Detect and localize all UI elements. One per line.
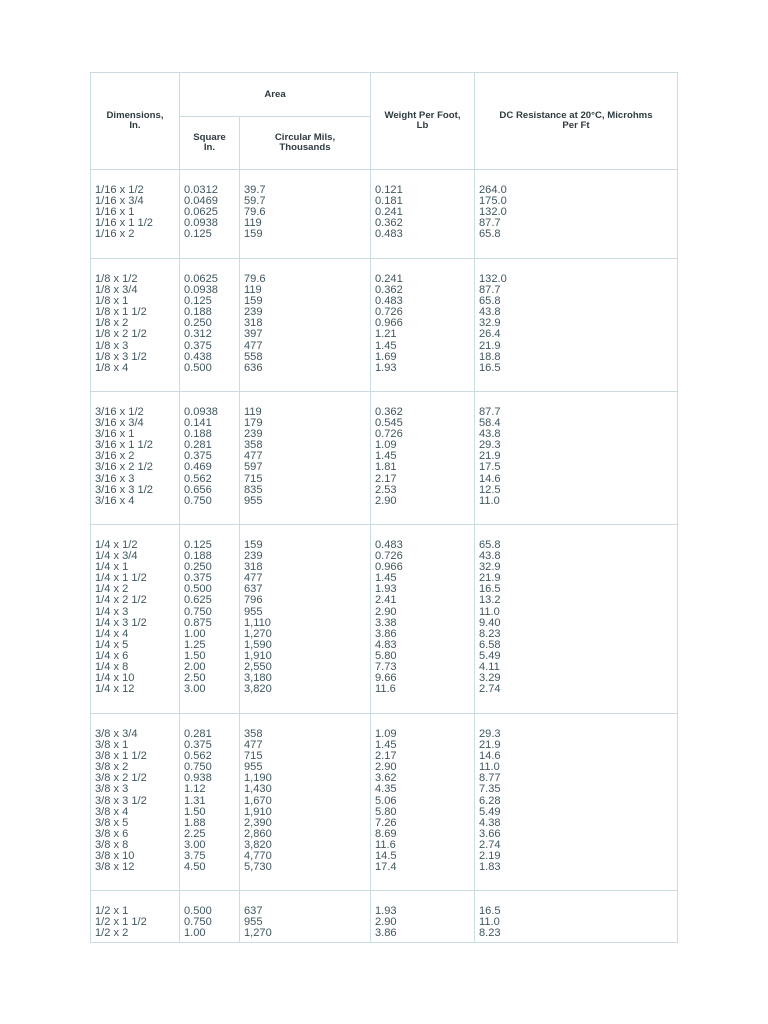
square-in-cell: 0.0312 0.0469 0.0625 0.0938 0.125 <box>180 170 240 259</box>
circular-mils-cell: 39.7 59.7 79.6 119 159 <box>240 170 371 259</box>
table-row <box>91 392 678 525</box>
dimensions-cell: 1/2 x 1 1/2 x 1 1/2 1/2 x 2 <box>91 891 180 943</box>
circular-mils-cell: 159 239 318 477 637 796 955 1,110 1,270 1,590 1,910 2,550 3,180 3,820 <box>240 525 371 714</box>
table-row <box>91 259 678 392</box>
weight-cell: 1.93 2.90 3.86 <box>371 891 475 943</box>
weight-cell: 0.241 0.362 0.483 0.726 0.966 1.21 1.45 1.69 1.93 <box>371 259 475 392</box>
dimensions-cell: 1/4 x 1/2 1/4 x 3/4 1/4 x 1 1/4 x 1 1/2 1/4 x 2 1/4 x 2 1/2 1/4 x 3 1/4 x 3 1/2 1/4 x 4 1/4 x 5 1/4 x 6 1/4 x 8 1/4 x 10 1/4 x 12 <box>91 525 180 714</box>
dimensions-cell: 3/8 x 3/4 3/8 x 1 3/8 x 1 1/2 3/8 x 2 3/8 x 2 1/2 3/8 x 3 3/8 x 3 1/2 3/8 x 4 3/8 x 5 3/8 x 6 3/8 x 8 3/8 x 10 3/8 x 12 <box>91 714 180 891</box>
square-in-cell: 0.125 0.188 0.250 0.375 0.500 0.625 0.750 0.875 1.00 1.25 1.50 2.00 2.50 3.00 <box>180 525 240 714</box>
circular-mils-cell: 637 955 1,270 <box>240 891 371 943</box>
resistance-cell: 29.3 21.9 14.6 11.0 8.77 7.35 6.28 5.49 4.38 3.66 2.74 2.19 1.83 <box>475 714 678 891</box>
header-dimensions: Dimensions, In. <box>91 73 180 170</box>
table-row <box>91 170 678 259</box>
header-resistance: DC Resistance at 20°C, Microhms Per Ft <box>475 73 678 170</box>
weight-cell: 1.09 1.45 2.17 2.90 3.62 4.35 5.06 5.80 7.26 8.69 11.6 14.5 17.4 <box>371 714 475 891</box>
weight-cell: 0.121 0.181 0.241 0.362 0.483 <box>371 170 475 259</box>
header-weight: Weight Per Foot, Lb <box>371 73 475 170</box>
resistance-cell: 16.5 11.0 8.23 <box>475 891 678 943</box>
header-circular-mils: Circular Mils, Thousands <box>240 117 371 170</box>
square-in-cell: 0.500 0.750 1.00 <box>180 891 240 943</box>
resistance-cell: 65.8 43.8 32.9 21.9 16.5 13.2 11.0 9.40 8.23 6.58 5.49 4.11 3.29 2.74 <box>475 525 678 714</box>
resistance-cell: 132.0 87.7 65.8 43.8 32.9 26.4 21.9 18.8 16.5 <box>475 259 678 392</box>
resistance-cell: 87.7 58.4 43.8 29.3 21.9 17.5 14.6 12.5 11.0 <box>475 392 678 525</box>
header-area: Area <box>180 73 371 117</box>
circular-mils-cell: 119 179 239 358 477 597 715 835 955 <box>240 392 371 525</box>
weight-cell: 0.362 0.545 0.726 1.09 1.45 1.81 2.17 2.53 2.90 <box>371 392 475 525</box>
header-square-in: Square In. <box>180 117 240 170</box>
table-row <box>91 891 678 943</box>
dimensions-cell: 3/16 x 1/2 3/16 x 3/4 3/16 x 1 3/16 x 1 1/2 3/16 x 2 3/16 x 2 1/2 3/16 x 3 3/16 x 3 1/2 3/16 x 4 <box>91 392 180 525</box>
square-in-cell: 0.281 0.375 0.562 0.750 0.938 1.12 1.31 1.50 1.88 2.25 3.00 3.75 4.50 <box>180 714 240 891</box>
dimensions-cell: 1/8 x 1/2 1/8 x 3/4 1/8 x 1 1/8 x 1 1/2 1/8 x 2 1/8 x 2 1/2 1/8 x 3 1/8 x 3 1/2 1/8 x 4 <box>91 259 180 392</box>
table-row <box>91 525 678 714</box>
circular-mils-cell: 358 477 715 955 1,190 1,430 1,670 1,910 2,390 2,860 3,820 4,770 5,730 <box>240 714 371 891</box>
resistance-cell: 264.0 175.0 132.0 87.7 65.8 <box>475 170 678 259</box>
dimensions-cell: 1/16 x 1/2 1/16 x 3/4 1/16 x 1 1/16 x 1 1/2 1/16 x 2 <box>91 170 180 259</box>
circular-mils-cell: 79.6 119 159 239 318 397 477 558 636 <box>240 259 371 392</box>
square-in-cell: 0.0938 0.141 0.188 0.281 0.375 0.469 0.562 0.656 0.750 <box>180 392 240 525</box>
weight-cell: 0.483 0.726 0.966 1.45 1.93 2.41 2.90 3.38 3.86 4.83 5.80 7.73 9.66 11.6 <box>371 525 475 714</box>
table-row <box>91 714 678 891</box>
square-in-cell: 0.0625 0.0938 0.125 0.188 0.250 0.312 0.375 0.438 0.500 <box>180 259 240 392</box>
bus-bar-table <box>90 72 678 943</box>
